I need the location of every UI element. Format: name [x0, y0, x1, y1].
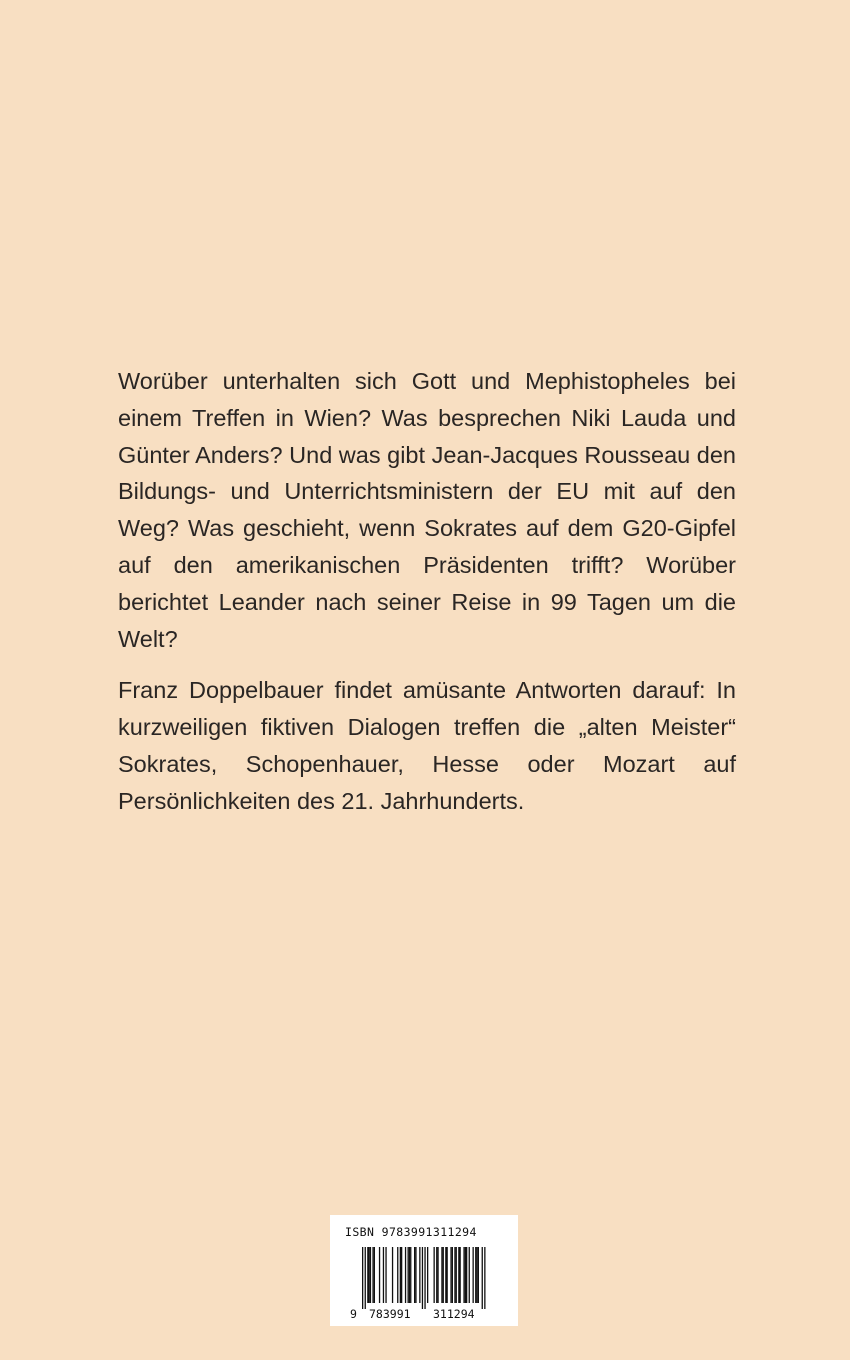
barcode-bar [424, 1247, 425, 1309]
barcode-bar [370, 1247, 371, 1303]
barcode-bar [397, 1247, 398, 1303]
barcode-bar [419, 1247, 420, 1303]
barcode-bar [365, 1247, 366, 1309]
barcode-bar [437, 1247, 438, 1303]
blurb-paragraph-2: Franz Doppelbauer findet amüsante Antworten darauf: In kurzweiligen fiktiven Dialogen treffen die „alten Meister“ Sokrates, Schopenhauer, Hesse oder Mozart auf Persönlichkeiten des 21. Jahrhunderts. [118, 677, 736, 814]
barcode-bar [422, 1247, 423, 1309]
barcode-bar [452, 1247, 453, 1303]
barcode-bar [414, 1247, 415, 1303]
barcode-bar [362, 1247, 363, 1309]
barcode-bar [475, 1247, 476, 1303]
barcode-bar [447, 1247, 448, 1303]
isbn-label: ISBN 9783991311294 [345, 1225, 477, 1239]
barcode-bar [410, 1247, 411, 1303]
barcode-bar [443, 1247, 444, 1303]
barcode-bars [330, 1215, 518, 1326]
blurb-text [118, 363, 736, 820]
barcode-bar [415, 1247, 416, 1303]
barcode-bar [392, 1247, 393, 1303]
barcode-bar [427, 1247, 428, 1303]
barcode-bar [434, 1247, 435, 1303]
barcode-bar [450, 1247, 451, 1303]
barcode-bar [401, 1247, 402, 1303]
barcode-bar [383, 1247, 384, 1303]
barcode-bar [460, 1247, 461, 1303]
barcode-bar [372, 1247, 373, 1303]
barcode-bar [409, 1247, 410, 1303]
blurb-paragraph-1: Worüber unterhalten sich Gott und Mephistopheles bei einem Treffen in Wien? Was besprechen Niki Lauda und Günter Anders? Und was gibt Jean-Jacques Rousseau den Bildungs- und Unterrichtsministern der EU mit auf den Weg? Was geschieht, wenn Sokrates auf dem G20-Gipfel auf den amerikanischen Präsidenten trifft? Worüber berichtet Leander nach seiner Reise in 99 Tagen um die Welt? [118, 368, 736, 652]
barcode-digit-first: 9 [350, 1307, 357, 1321]
barcode-bar [400, 1247, 401, 1303]
barcode-bar [482, 1247, 483, 1309]
barcode-bar [463, 1247, 464, 1303]
barcode-bar [484, 1247, 485, 1309]
barcode-bar [374, 1247, 375, 1303]
barcode-digits-right: 311294 [433, 1307, 475, 1321]
barcode-bar [369, 1247, 370, 1303]
barcode-bar [405, 1247, 406, 1303]
barcode-bar [476, 1247, 477, 1303]
barcode-bar [441, 1247, 442, 1303]
barcode-bar [367, 1247, 368, 1303]
barcode-bar [466, 1247, 467, 1303]
barcode-bar [478, 1247, 479, 1303]
barcode-bar [436, 1247, 437, 1303]
barcode-digits-left: 783991 [369, 1307, 411, 1321]
barcode-bar [473, 1247, 474, 1303]
barcode-bar [445, 1247, 446, 1303]
barcode-bar [379, 1247, 380, 1303]
isbn-barcode [330, 1215, 518, 1326]
barcode-bar [456, 1247, 457, 1303]
barcode-bar [385, 1247, 386, 1303]
barcode-bar [458, 1247, 459, 1303]
barcode-bar [454, 1247, 455, 1303]
barcode-bar [465, 1247, 466, 1303]
barcode-bar [469, 1247, 470, 1303]
barcode-bar [408, 1247, 409, 1303]
